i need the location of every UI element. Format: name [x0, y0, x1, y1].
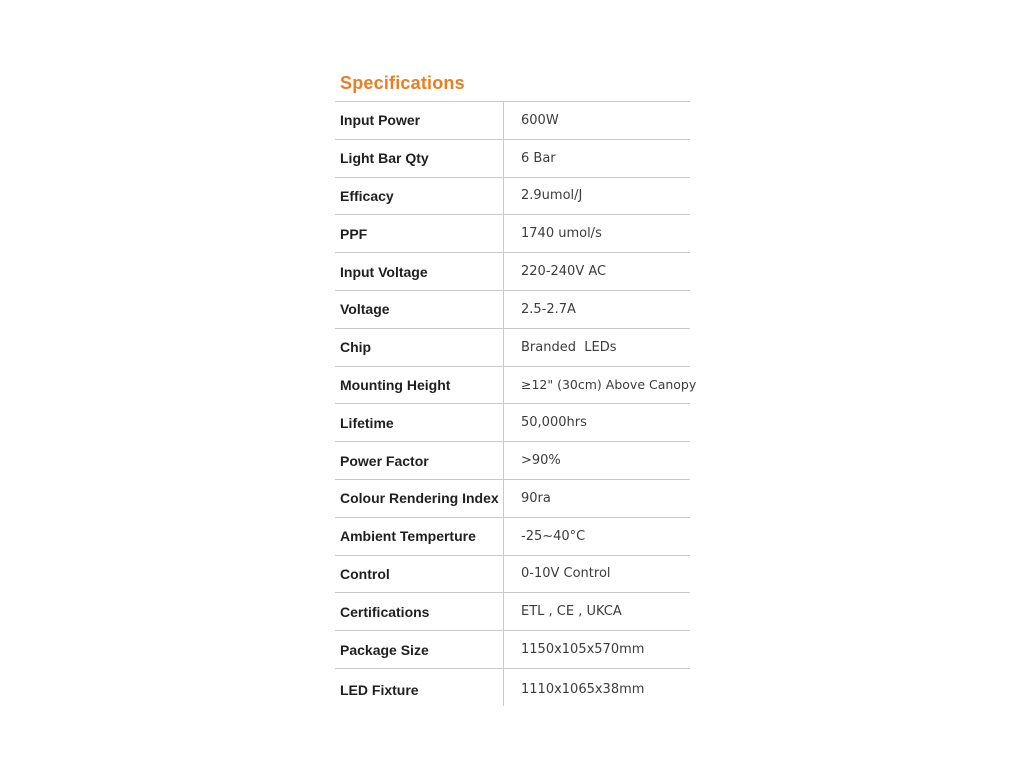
table-row-power-factor — [335, 442, 690, 480]
page-title: Specifications — [340, 73, 465, 93]
table-row-control — [335, 555, 690, 593]
spec-label: PPF — [335, 215, 504, 253]
spec-label: Mounting Height — [335, 366, 504, 404]
spec-value: 90ra — [521, 490, 551, 506]
table-row-ppf — [335, 215, 690, 253]
spec-label: LED Fixture — [335, 668, 504, 706]
spec-label: Chip — [335, 328, 504, 366]
table-row-ambient-temperture — [335, 517, 690, 555]
spec-label: Light Bar Qty — [335, 139, 504, 177]
specifications-table — [335, 101, 697, 706]
spec-value: 1150x105x570mm — [521, 642, 645, 658]
spec-value: ETL , CE , UKCA — [521, 604, 622, 620]
specifications-panel — [335, 70, 697, 706]
spec-label: Lifetime — [335, 404, 504, 442]
spec-value: -25~40°C — [521, 528, 586, 544]
spec-value: 2.9umol/J — [521, 188, 583, 204]
spec-value: 600W — [521, 112, 559, 128]
table-row-light-bar-qty — [335, 139, 690, 177]
table-row-lifetime — [335, 404, 690, 442]
table-row-certifications — [335, 593, 690, 631]
spec-value: >90% — [521, 453, 561, 469]
table-row-input-power — [335, 102, 690, 140]
table-row-led-fixture — [335, 668, 690, 706]
spec-value: 2.5-2.7A — [521, 301, 576, 317]
spec-label: Certifications — [335, 593, 504, 631]
spec-value: 1110x1065x38mm — [521, 682, 645, 698]
spec-label: Efficacy — [335, 177, 504, 215]
spec-label: Package Size — [335, 631, 504, 669]
table-row-package-size — [335, 631, 690, 669]
spec-label: Input Voltage — [335, 253, 504, 291]
table-row-efficacy — [335, 177, 690, 215]
spec-value: ≥12" (30cm) Above Canopy — [521, 377, 697, 393]
spec-value: 50,000hrs — [521, 415, 587, 431]
spec-value: 0-10V Control — [521, 566, 611, 582]
spec-value: 6 Bar — [521, 150, 556, 166]
table-row-voltage — [335, 290, 690, 328]
spec-label: Ambient Temperture — [335, 517, 504, 555]
spec-label: Power Factor — [335, 442, 504, 480]
spec-value: 1740 umol/s — [521, 226, 602, 242]
spec-label: Voltage — [335, 290, 504, 328]
spec-label: Input Power — [335, 102, 504, 140]
spec-label: Colour Rendering Index — [335, 479, 504, 517]
table-row-chip — [335, 328, 690, 366]
table-row-colour-rendering-index — [335, 479, 690, 517]
spec-value: 220-240V AC — [521, 264, 607, 280]
table-row-mounting-height — [335, 366, 690, 404]
spec-value: Branded LEDs — [521, 339, 617, 355]
table-row-input-voltage — [335, 253, 690, 291]
spec-label: Control — [335, 555, 504, 593]
